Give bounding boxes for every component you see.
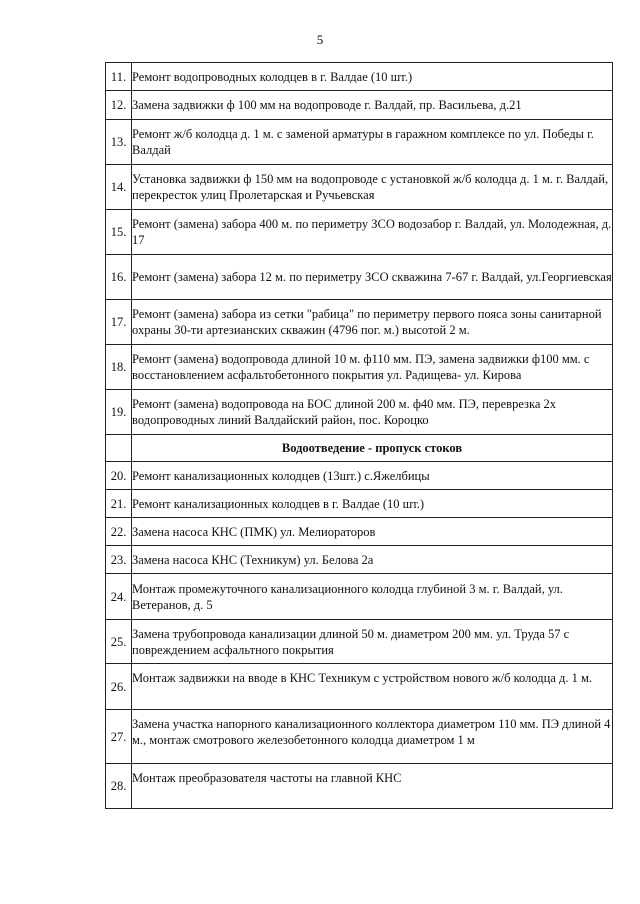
row-description: Ремонт (замена) водопровода длиной 10 м. ф110 мм. ПЭ, замена задвижки ф100 мм. с восстановлением асфальтобетонного покрытия ул. Радищева- ул. Кирова — [132, 345, 613, 390]
row-description: Замена трубопровода канализации длиной 50 м. диаметром 200 мм. ул. Труда 57 с повреждением асфальтного покрытия — [132, 620, 613, 664]
row-number: 23. — [106, 546, 132, 574]
table-row — [106, 664, 613, 710]
table-row — [106, 710, 613, 764]
row-number: 18. — [106, 345, 132, 390]
table-row — [106, 462, 613, 490]
row-description: Замена задвижки ф 100 мм на водопроводе г. Валдай, пр. Васильева, д.21 — [132, 91, 613, 120]
row-description: Установка задвижки ф 150 мм на водопроводе с установкой ж/б колодца д. 1 м. г. Валдай, перекресток улиц Пролетарская и Ручьевская — [132, 165, 613, 210]
table-row — [106, 345, 613, 390]
row-number: 21. — [106, 490, 132, 518]
table-row — [106, 165, 613, 210]
section-header-row — [106, 435, 613, 462]
row-description: Ремонт (замена) забора 12 м. по периметру ЗСО скважина 7-67 г. Валдай, ул.Георгиевская — [132, 255, 613, 300]
row-number: 14. — [106, 165, 132, 210]
row-description: Ремонт (замена) забора из сетки "рабица" по периметру первого пояса зоны санитарной охраны 30-ти артезианских скважин (4796 пог. м.) высотой 2 м. — [132, 300, 613, 345]
row-description: Ремонт (замена) водопровода на БОС длиной 200 м. ф40 мм. ПЭ, переврезка 2х водопроводных линий Валдайский район, пос. Короцко — [132, 390, 613, 435]
row-description: Замена насоса КНС (ПМК) ул. Мелиораторов — [132, 518, 613, 546]
row-number: 12. — [106, 91, 132, 120]
row-description: Ремонт водопроводных колодцев в г. Валдае (10 шт.) — [132, 63, 613, 91]
table-row — [106, 91, 613, 120]
table-row — [106, 574, 613, 620]
row-number: 28. — [106, 764, 132, 809]
row-description: Ремонт канализационных колодцев в г. Валдае (10 шт.) — [132, 490, 613, 518]
row-description: Монтаж преобразователя частоты на главной КНС — [132, 764, 613, 809]
row-description: Замена насоса КНС (Техникум) ул. Белова 2а — [132, 546, 613, 574]
row-description: Ремонт ж/б колодца д. 1 м. с заменой арматуры в гаражном комплексе по ул. Победы г. Валдай — [132, 120, 613, 165]
row-number: 27. — [106, 710, 132, 764]
row-number: 15. — [106, 210, 132, 255]
row-number: 22. — [106, 518, 132, 546]
table-row — [106, 300, 613, 345]
row-number: 16. — [106, 255, 132, 300]
row-number: 20. — [106, 462, 132, 490]
table-row — [106, 63, 613, 91]
row-description: Ремонт (замена) забора 400 м. по периметру ЗСО водозабор г. Валдай, ул. Молодежная, д. 17 — [132, 210, 613, 255]
row-number: 19. — [106, 390, 132, 435]
row-description: Замена участка напорного канализационного коллектора диаметром 110 мм. ПЭ длиной 4 м., монтаж смотрового железобетонного колодца диаметром 1 м — [132, 710, 613, 764]
table-row — [106, 546, 613, 574]
page-number: 5 — [316, 32, 324, 47]
table-row — [106, 620, 613, 664]
table-row — [106, 120, 613, 165]
table-row — [106, 390, 613, 435]
row-number: 11. — [106, 63, 132, 91]
table-row — [106, 764, 613, 809]
row-number: 13. — [106, 120, 132, 165]
row-number: 17. — [106, 300, 132, 345]
section-title: Водоотведение - пропуск стоков — [132, 435, 613, 462]
row-description: Монтаж задвижки на вводе в КНС Техникум с устройством нового ж/б колодца д. 1 м. — [132, 664, 613, 710]
table-row — [106, 490, 613, 518]
table-row — [106, 255, 613, 300]
row-number: 24. — [106, 574, 132, 620]
table-row — [106, 210, 613, 255]
row-description: Ремонт канализационных колодцев (13шт.) с.Яжелбицы — [132, 462, 613, 490]
empty-cell — [106, 435, 132, 462]
table-row — [106, 518, 613, 546]
row-number: 26. — [106, 664, 132, 710]
row-description: Монтаж промежуточного канализационного колодца глубиной 3 м. г. Валдай, ул. Ветеранов, д. 5 — [132, 574, 613, 620]
works-table — [105, 62, 613, 809]
row-number: 25. — [106, 620, 132, 664]
